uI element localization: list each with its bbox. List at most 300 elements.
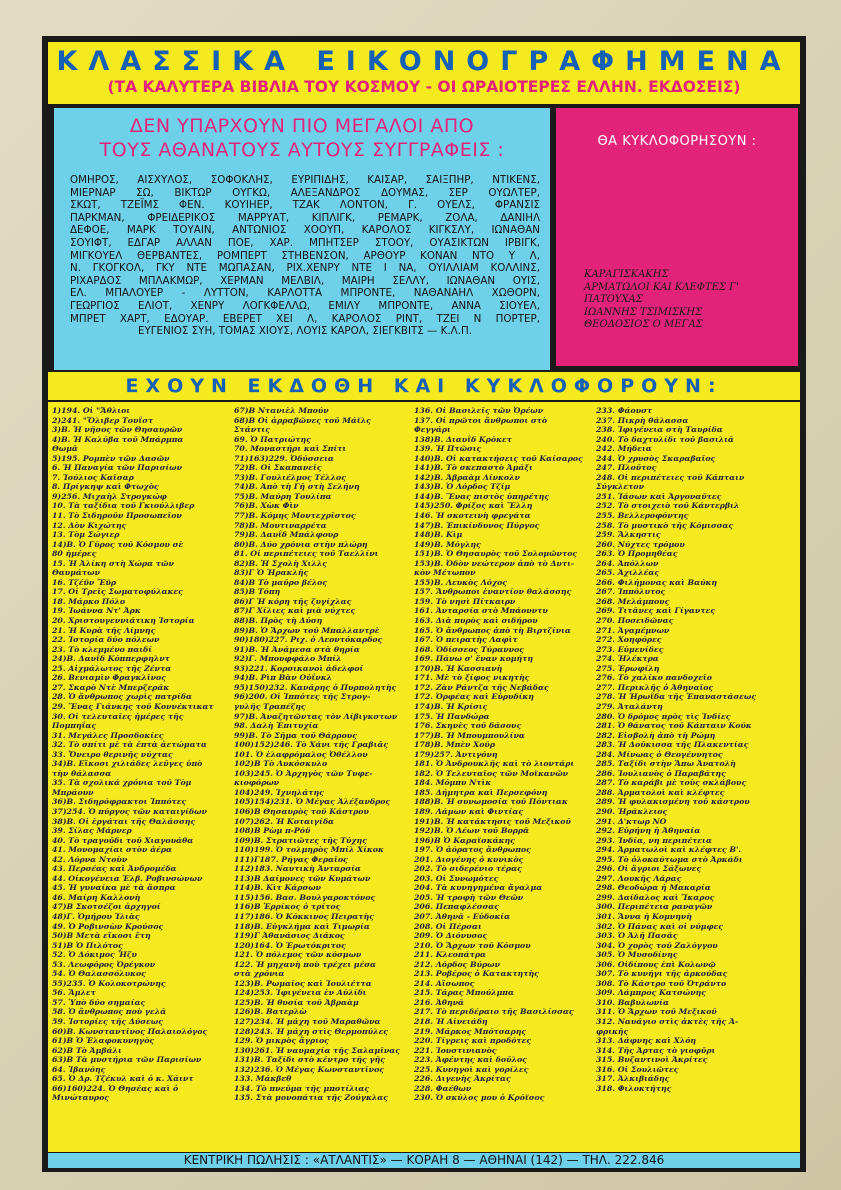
title-entry: 317. Ἀλκιβιάδης [596, 1074, 670, 1084]
title-entry: 78)Β. Μουτιναρρέτα [234, 520, 327, 530]
title-entry: 57. Ὑπὸ δύο σημαίας [52, 997, 146, 1007]
title-entry: 115)156. Βασ. Βουλγαροκτόνος [234, 892, 376, 902]
title-entry: 252. Τὸ στοιχειὸ τοῦ Κάντερβιλ [596, 501, 740, 511]
upcoming-title: ΘΑ ΚΥΚΛΟΦΟΡΗΣΟΥΝ : [597, 134, 757, 149]
title-entry: 109)Β. Στρατιῶτες τῆς Τύχης [234, 835, 367, 845]
title-entry: 70. Μοναστήρι καὶ Σπίτι [234, 444, 347, 454]
authors-heading [54, 114, 550, 162]
title-entry: 268. Μελάμπους [596, 596, 670, 606]
title-entry: 244. Ὁ χρυσὸς Σκαραβαῖος [596, 453, 716, 463]
title-entry: 79)Β. Δαυΐδ Μπάλφουρ [234, 530, 339, 540]
title-entry: 172. Ζὰν Ράντζα τῆς Νεβάδας [414, 682, 549, 692]
title-entry: 121. Ὁ πόλεμος τῶν κόσμων [234, 950, 362, 960]
title-entry: 240. Τὸ δαχτυλίδι τοῦ βασιλιᾶ [596, 434, 734, 444]
title-entry: 291. Δ'κτωρ ΝΟ [596, 816, 667, 826]
title-entry: 3)Β. Ἡ νῆσος τῶν Θησαυρῶν [52, 425, 183, 435]
author-line: ΓΕΩΡΓΙΟΣ ΕΛΙΟΤ, ΧΕΝΡΥ ΛΟΓΚΦΕΛΛΩ, ΕΜΙΛΥ ΜΠΡΟΝΤΕ, ΑΝΝΑ ΣΙΟΥΕΛ, [70, 299, 540, 312]
title-entry: 215. Τάρας Μπούλμπα [414, 988, 514, 998]
title-entry: 87)Γ Χίλιες καὶ μιὰ νύχτες [234, 606, 356, 616]
title-entry: 228. Φαέθων [414, 1083, 472, 1093]
title-entry: 196)Β Ὁ Καραϊσκάκης [414, 835, 515, 845]
title-entry: 124)253. Ἰφιγένεια ἐν Αὐλίδι [234, 988, 367, 998]
title-entry: 83)Γ Ὁ Ἡρακλῆς [234, 568, 309, 578]
title-entry: 116)Β Ἐρρίκος ὁ τρίτος [234, 902, 341, 912]
title-entry: 192)Β. Ὁ Λέων τοῦ Βορρᾶ [414, 826, 530, 836]
title-entry: 106)Β Θησαυρὸς τοῦ Κάστρου [234, 806, 369, 816]
title-entry: 51)Β Ὁ Πιλότος [52, 940, 123, 950]
title-entry: 155)Β. Λευκὸς Λόχος [414, 577, 508, 587]
title-entry: 179)257. Ἀντιγόνη [414, 749, 498, 759]
title-entry: 297. Λουκῆς Λάρας [596, 873, 682, 883]
title-entry: 258. Τὸ μυστικὸ τῆς Κόμισσας [596, 520, 734, 530]
title-entry: 148)Β. Κὶμ [414, 530, 463, 540]
title-entry: 120)164. Ὁ Ἐρωτόκριτος [234, 940, 346, 950]
authors-heading-line2: ΤΟΥΣ ΑΘΑΝΑΤΟΥΣ ΑΥΤΟΥΣ ΣΥΓΓΡΑΦΕΙΣ : [99, 139, 505, 161]
title-entry: 37)254. Ὁ πύργος τῶν καταιγίδων [52, 806, 207, 816]
title-entry: 169. Πάνω σ' ἕναν κομήτη [414, 654, 534, 664]
title-entry: 127)234. Ἡ μάχη τοῦ Μαραθῶνα [234, 1017, 381, 1026]
title-entry: 230. Ὁ σκύλος μου ὁ Κρόϊσος [414, 1093, 545, 1103]
title-entry: 9)256. Μιχαὴλ Στρογκώφ [52, 491, 167, 501]
upcoming-box [556, 108, 798, 366]
title-entry: 93)221. Κορσικανοὶ ἀδελφοί [234, 663, 364, 673]
title-entry: 44. Οἰκογένεια Ἑλβ. Ροβινσώνων [52, 873, 203, 883]
title-entry: 95)150)232. Κανάρης ὁ Πυρπολητὴς [234, 682, 397, 692]
title-entry: 7. Ἰούλιος Καῖσαρ [52, 472, 134, 482]
title-entry: 108)Β Ρὼμ π-Ρόϋ [234, 826, 311, 836]
title-entry: 287. Τὸ καράβι μὲ τοὺς σκλάβους [596, 778, 747, 788]
title-entry: Φεγγάρι [414, 425, 451, 435]
title-entry: 125)Β. Ἡ θυσία τοῦ Ἀβραὰμ [234, 997, 359, 1007]
title-entry: 126)Β. Βατερλὼ [234, 1007, 307, 1017]
title-entry: 189. Λάμων καὶ Φιντίας [414, 806, 524, 816]
title-entry: 132)236. Ὁ Μέγας Κωνσταντῖνος [234, 1064, 385, 1074]
title-entry: 313. Δάφνης καὶ Χλόη [596, 1036, 697, 1046]
title-entry: 157. Ἄνθρωποι ἐναντίον θαλάσσης [414, 587, 572, 597]
author-line: ΔΕΦΟΕ, ΜΑΡΚ ΤΟΥΑΙΝ, ΑΝΤΩΝΙΟΣ ΧΟΟΥΠ, ΚΑΡΟΛΟΣ ΚΙΓΚΣΛΥ, ΙΩΝΑΘΑΝ [70, 224, 540, 237]
title-entry: 105)154)231. Ὁ Μέγας Ἀλέξανδρος [234, 797, 391, 807]
title-entry: 282. Εἰσβολὴ ἀπὸ τὴ Ρώμη [596, 730, 716, 740]
title-entry: 134. Τὸ πνεῦμα τῆς μποτίλιας [234, 1083, 370, 1093]
title-entry: 14)Β. Ὁ Γῦρος τοῦ Κόσμου σὲ [52, 539, 184, 549]
title-entry: Θωμᾶ [52, 444, 78, 454]
title-entry: 151)Β. Ὁ Θησαυρὸς τοῦ Σολομῶντος [414, 549, 578, 559]
title-entry: 306. Οἰδίπους ἐπὶ Κολωνῷ [596, 959, 716, 969]
title-entry: 184. Μόμπυ Ντὶκ [414, 778, 492, 788]
title-entry: 86)Γ Ἡ κόρη τῆς ζυγίχλας [234, 596, 352, 606]
titles-list [48, 402, 800, 1152]
title-entry: 102)Β Τὸ Λυκόσκυλο [234, 759, 328, 769]
title-entry: 61)Β Ὁ Ἐλαφοκυνηγὸς [52, 1036, 155, 1046]
title-entry: 206. Πεπαφλέσσας [414, 902, 500, 912]
upcoming-list [584, 269, 798, 332]
title-entry: 278. Ἡ Ἡρωΐδα τῆς Ἐπαναστάσεως [596, 692, 757, 702]
title-entry: 2)241. "Ὄλιβερ Τουΐστ [52, 415, 154, 425]
title-entry: 62)Β Τὸ Ἀμβάλι [52, 1045, 122, 1055]
title-entry: Μινώταυρος [52, 1093, 110, 1103]
title-entry: 221. Ἰουστινιανὸς [414, 1045, 497, 1055]
title-entry: 204. Τὰ κυνηγημένα ἄγαλμα [414, 883, 543, 893]
title-entry: 290. Ἡράκλειος [596, 806, 668, 816]
title-entry: 172. Ὀρφέας καὶ Εὐρυδίκη [414, 692, 534, 702]
title-entry: 16. Τζέϋν Ἔϋρ [52, 577, 117, 587]
title-entry: 98. Δαλὴ Ἐπιτυχία [234, 721, 319, 731]
title-entry: Στάντις [234, 425, 270, 435]
title-entry: 82)Β. Ἡ Σχολὴ Χιλλς [234, 558, 327, 568]
title-entry: 40. Τὸ τραγοῦδι τοῦ Χιαγουάθα [52, 835, 194, 845]
title-entry: 271. Ἀγαμέμνων [596, 625, 670, 635]
author-line: ΜΙΕΡΝΑΡ ΣΩ, ΒΙΚΤΩΡ ΟΥΓΚΩ, ΑΛΕΞΑΝΔΡΟΣ ΔΟΥΜΑΣ, ΣΕΡ ΟΥΩΛΤΕΡ, [70, 186, 540, 199]
title-entry: 311. Ὁ Ἄρχων τοῦ Μεξικοῦ [596, 1007, 717, 1017]
title-entry: 265. Ἀχιλλέας [596, 568, 660, 578]
titles-column-2 [234, 406, 428, 1103]
title-entry: 15. Ἡ Ἀλίκη στὴ Χώρα τῶν [52, 558, 174, 568]
title-entry: 305. Ὁ Μυσοδίνης [596, 950, 678, 960]
title-entry: 73)Β. Γουλιέλμος Τέλλος [234, 472, 346, 482]
title-entry: 145)250. Φρίξος καὶ Ἕλλη [414, 501, 533, 511]
title-entry: 81. Οἱ περιπέτειες τοῦ Ταελλίνι [234, 549, 379, 559]
title-entry: 208. Οἱ Πέρσαι [414, 921, 482, 931]
title-entry: 163. Διὰ πυρὸς καὶ σιδήρου [414, 616, 538, 626]
title-entry: 316. Οἱ Σουλιῶτες [596, 1064, 679, 1074]
title-entry: 89)Β. Ὁ Ἄρχων τοῦ Μπαλλαντρὲ [234, 625, 380, 635]
titles-column-3 [414, 406, 598, 1103]
title-entry: 202. Τὸ σιδερένιο τέρας [414, 864, 522, 874]
title-entry: 74)Β. Ἀπὸ τὴ Γῆ στὴ Σελήνη [234, 482, 360, 492]
title-entry: 137. Οἱ πρῶτοι ἄνθρωποι στὸ [414, 415, 548, 425]
title-entry: 174)Β. Ἡ Κρίσις [414, 701, 488, 711]
author-line: ΣΚΩΤ, ΤΖΕΪΜΣ ΦΕΝ. ΚΟΥΙΗΕΡ, ΤΖΑΚ ΛΟΝΤΟΝ, Γ. ΟΥΕΛΣ, ΦΡΑΝΣΙΣ [70, 199, 540, 212]
title-entry: 247. Πλοῦτος [596, 463, 657, 473]
title-entry: 168. Ὁδίσσεος Τύραννος [414, 644, 525, 654]
title-entry: 273. Εὐμενίδες [596, 644, 664, 654]
title-entry: 153)Β. Ὀδὸν νεώτερον ἀπὸ τὸ Δυτι- [414, 558, 575, 568]
title-entry: 133. Μάκβεθ [234, 1074, 292, 1084]
title-entry: κὸν Μέτωπον [414, 568, 476, 578]
title-entry: 55)235. Ὁ Κολοκοτρώνης [52, 978, 166, 988]
title-entry: 281. Ὁ θάνατος τοῦ Κάπταιν Κούκ [596, 721, 752, 731]
title-entry: 259. Ἄλκηστις [596, 530, 661, 540]
title-entry: 300. Περιπέτεια ραναγῶν [596, 902, 713, 912]
upcoming-item: ΠΑΤΟΥΧΑΣ [584, 294, 643, 305]
title-entry: 24)Β. Δαυΐδ Κόππερφηλντ [52, 654, 170, 664]
title-entry: 107)262. Ἡ Κοταιγίδα [234, 816, 335, 826]
authors-box [54, 108, 550, 370]
title-entry: 263. Ὁ Προμηθέας [596, 549, 678, 559]
title-entry: κιοφόρων [234, 778, 280, 788]
title-entry: 130)261. Ἡ ναυμαχία τῆς Σαλαμῖνας [234, 1045, 401, 1055]
title-entry: 27. Σκαρὸ Ντὲ Μπερζεράκ [52, 682, 170, 692]
title-entry: 42. Λόρνα Ντοὺν [52, 854, 128, 864]
title-entry: Μπράουν [52, 787, 94, 797]
author-line: Ν. ΓΚΟΓΚΟΛ, ΓΚΥ ΝΤΕ ΜΩΠΑΣΑΝ, ΡΙΧ.ΧΕΝΡΥ ΝΤΕ Ι ΝΑ, ΟΥΙΛΛΙΑΜ ΚΟΛΛΙΝΣ, [70, 262, 540, 275]
title-entry: 185. Δήμητρα καὶ Περσεφόνη [414, 787, 548, 797]
title-entry: 4)Β. Ἡ Καλύβα τοῦ Μπάρμπα [52, 434, 184, 444]
title-entry: 191)Β. Ἡ κατάκτησις τοῦ Μεξικοῦ [414, 816, 571, 826]
title-entry: 216. Ἀθηνᾶ [414, 997, 465, 1007]
author-line: ΠΑΡΚΜΑΝ, ΦΡΕΙΔΕΡΙΚΟΣ ΜΑΡΡΥΑΤ, ΚΙΠΛΙΓΚ, ΡΕΜΑΡΚ, ΖΟΛΑ, ΔΑΝΙΗΛ [70, 211, 540, 224]
title-entry: 13. Τὸμ Σώγιερ [52, 530, 120, 540]
title-entry: 218. Ἡ Αἰνειάδη [414, 1017, 488, 1026]
title-entry: 280. Ὁ δρόμος πρὸς τὶς Ἰνδίες [596, 711, 731, 721]
title-entry: 307. Τὸ κυνήγι τῆς ἀρκούδας [596, 969, 728, 979]
title-entry: 43. Περσέας καὶ Ἀνδρομέδα [52, 864, 177, 874]
title-entry: 30. Οἱ τελευταῖες ἡμέρες τῆς [52, 711, 184, 721]
title-entry: 140)Β. Οἱ κατακτήσεις τοῦ Καίσαρος [414, 453, 583, 463]
authors-list [70, 174, 540, 338]
title-entry: 26. Βενιαμὶν Φραγκλῖνος [52, 673, 166, 683]
title-entry: 131)Β. Ταξίδι στὸ κέντρο τῆς γῆς [234, 1055, 386, 1065]
title-entry: 35. Τὰ σχολικά χρόνια τοῦ Τὸμ [52, 778, 192, 788]
title-entry: 110)199. Ὁ τολμηρὸς Μπίλ Χίκοκ [234, 845, 384, 855]
title-entry: 138)Β. Διαυῒδ Κρόκετ [414, 434, 512, 444]
title-entry: 32. Τὸ σπίτι μὲ τὰ ἑπτὰ ἀετώματα [52, 740, 207, 750]
title-entry: 58. Ὁ ἄνθρωπος ποὺ γελᾶ [52, 1007, 167, 1017]
upcoming-item: ΘΕΟΔΟΣΙΟΣ Ο ΜΕΓΑΣ [584, 319, 703, 330]
title-entry: 260. Νύχτες τρόμου [596, 539, 685, 549]
title-entry: 25. Αἰχμάλωτος τῆς Ζέντα [52, 663, 172, 673]
title-entry: 248. Οἱ περιπέτειες τοῦ Κάπταιν [596, 472, 745, 482]
title-entry: 52. Ὁ Δόκιμος Ἧζυ [52, 950, 137, 960]
title-entry: 274. Ἠλέκτρα [596, 654, 659, 664]
title-entry: 272. Χοηφόρες [596, 635, 662, 645]
title-entry: 299. Δαίδαλος καὶ Ἴκαρος [596, 892, 715, 902]
title-entry: 255. Βελλεροφόντης [596, 511, 689, 521]
title-entry: 242. Μήδεια [596, 444, 652, 454]
title-entry: 80)Β. Δύο χρόνια στὴν πλώρη [234, 539, 368, 549]
title-entry: 41. Μονομαχίαι στὸν ἀέρα [52, 845, 173, 855]
title-entry: 161. Ἀνταρσία στὸ Μπάουντυ [414, 606, 548, 616]
title-entry: 33. Ὄνειρο θερινῆς νύχτας [52, 749, 173, 759]
title-entry: 103)245. Ὁ Ἀρχηγὸς τῶν Τυφε- [234, 768, 373, 778]
title-entry: 94)Β. Ρὶπ Βὰν Οὐΐνκλ [234, 673, 333, 683]
title-entry: φρικῆς [596, 1026, 629, 1036]
title-entry: 266. Φιλήμονας καὶ Βαύκη [596, 577, 718, 587]
title-entry: 209. Ὁ Διόνυσος [414, 931, 488, 941]
title-entry: 29. Ἕνας Γιάνκης τοῦ Κοννέκτικατ [52, 701, 214, 711]
title-entry: 303. Ὁ Ἀλῆ Πασᾶς [596, 931, 678, 941]
title-entry: 48)Γ. Ὁμήρου Ἰλιὰς [52, 911, 140, 921]
title-entry: Θαυμάτων [52, 568, 100, 578]
title-entry: 167. Ὁ πειρατὴς Λαφὶτ [414, 635, 518, 645]
title-entry: 197. Ὁ ἀόρατος ἄνθρωπος [414, 845, 531, 855]
title-entry: 18. Μάρκο Πόλο [52, 596, 126, 606]
title-entry: 20. Χριστουγεννιάτικη Ἱστορία [52, 616, 195, 626]
title-entry: 100)152)246. Τὸ Χάνι τῆς Γραβιᾶς [234, 740, 389, 750]
title-entry: 304. Ὁ χορὸς τοῦ Ζαλόγγου [596, 940, 718, 950]
title-entry: 12. Δὸν Κιχώτης [52, 520, 127, 530]
title-entry: 92)Γ. Μπουφφάλο Μπίλ [234, 654, 342, 664]
upcoming-item: ΑΡΜΑΤΩΛΟΙ ΚΑΙ ΚΛΕΦΤΕΣ Γ' [584, 281, 739, 293]
title-entry: 1)194. Οἱ "Ἄθλιοι [52, 406, 131, 415]
title-entry: 213. Ροβέρος ὁ Κατακτητὴς [414, 969, 539, 979]
title-entry: 201. Διογένης ὁ κυνικὸς [414, 854, 524, 864]
title-entry: 10. Τὰ ταξίδια τοῦ Γκιούλλιβερ [52, 501, 195, 511]
title-entry: 264. Ἀπόλλων [596, 558, 659, 568]
title-entry: 277. Περικλῆς ὁ Ἀθηναῖος [596, 682, 714, 692]
title-entry: 67)Β Ντανιὲλ Μπούν [234, 406, 329, 415]
series-title: ΚΛΑΣΣΙΚΑ ΕΙΚΟΝΟΓΡΑΦΗΜΕΝΑ [56, 46, 792, 77]
title-entry: 270. Ποσειδῶνας [596, 616, 674, 626]
title-entry: 144)Β. Ἕνας πιστὸς ὑπηρέτης [414, 491, 550, 501]
title-entry: 111)Γ187. Ρήγας Φεραῖος [234, 854, 348, 864]
title-entry: 66)160)224. Ὁ Θησέας καὶ ὁ [52, 1083, 179, 1093]
title-entry: 288. Ἀρματολοὶ καὶ κλέφτες [596, 787, 725, 797]
title-entry: 159. Τὸ νησὶ Πίτκαιρν [414, 596, 516, 606]
title-entry: 45. Ἡ γυναίκα μὲ τὰ ἄσπρα [52, 883, 176, 893]
title-entry: 85)Β Τόπη [234, 587, 281, 597]
title-entry: 114)Β. Κὶτ Κάρσων [234, 883, 322, 893]
title-entry: 63)Β Τὰ μυστήρια τῶν Παρισίων [52, 1055, 202, 1065]
title-entry: 223. Ἀφέντης καὶ δοῦλος [414, 1055, 527, 1065]
title-entry: 11. Τὸ Σιδηροῦν Προσωπεῖον [52, 511, 182, 521]
title-entry: 50)Β Μετὰ εἴκοσι ἔτη [52, 931, 151, 941]
title-entry: 56. Ἄμλετ [52, 988, 96, 998]
title-entry: 60)Β. Κωνσταντῖνος Παλαιολόγος [52, 1026, 208, 1036]
titles-column-4 [596, 406, 796, 1093]
title-entry: 77)Β. Κόμης Μοντεχρῖστος [234, 511, 356, 521]
title-entry: 267. Ἱππόλυτος [596, 587, 666, 597]
title-entry: 31. Μεγάλες Προσδοκίες [52, 730, 164, 740]
title-entry: 113)Β Δαίμονες τῶν Κυμάτων [234, 873, 371, 883]
title-entry: 119)Γ Ἀθανάσιος Διάκος [234, 931, 345, 941]
title-entry: 88)Β. Πρὸς τὴ Δύση [234, 616, 323, 626]
titles-column-1 [52, 406, 232, 1103]
title-entry: Σύγκλετον [596, 482, 644, 492]
title-entry: 181. Ὁ Ἀνδρουκλῆς καὶ τὸ λιοντάρι [414, 759, 575, 769]
sales-footer: ΚΕΝΤΡΙΚΗ ΠΩΛΗΣΙΣ : «ΑΤΛΑΝΤΙΣ» — ΚΟΡΑΗ 8 — ΑΘΗΝΑΙ (142) — ΤΗΛ. 222.846 [48, 1153, 800, 1168]
title-entry: 312. Ναυάγιο στὶς ἀκτὲς τῆς Ἀ- [596, 1017, 739, 1026]
title-entry: 284. Μίνωας ὁ Θεογέννητος [596, 749, 723, 759]
title-entry: 295. Τὸ ὁλοκαύτωμα στὸ Ἀρκάδι [596, 854, 743, 864]
title-entry: 203. Οἱ Συνωμότες [414, 873, 499, 883]
title-entry: 171. Μὲ τὸ ξίφος νικητὴς [414, 673, 530, 683]
title-entry: 302. Ὁ Πάνας καὶ οἱ νύμφες [596, 921, 724, 931]
title-entry: 76)Β. Χὼκ Φὶν [234, 501, 299, 511]
title-entry: 17. Οἱ Τρεῖς Σωματοφύλακες [52, 587, 183, 597]
title-entry: 237. Πικρὴ θάλασσα [596, 415, 689, 425]
title-entry: 211. Κλεοπάτρα [414, 950, 487, 960]
authors-heading-line1: ΔΕΝ ΥΠΑΡΧΟΥΝ ΠΙΟ ΜΕΓΑΛΟΙ ΑΠΟ [129, 115, 475, 137]
title-entry: 177)Β. Ἡ Μπουμπουλίνα [414, 730, 525, 740]
title-entry: 36)Β. Σιδηρόφρακτοι Ἱππότες [52, 797, 187, 807]
title-entry: 139. Ἡ Πτῶσις [414, 444, 482, 454]
title-entry: 135. Στὰ μονοπάτια τῆς Ζούγκλας [234, 1093, 389, 1103]
title-entry: 286. Ἰουλιανὸς ὁ Παραβάτης [596, 768, 726, 778]
title-entry: 39. Σίλας Μάρνερ [52, 826, 132, 836]
series-subtitle: (ΤΑ ΚΑΛΥΤΕΡΑ ΒΙΒΛΙΑ ΤΟΥ ΚΟΣΜΟΥ - ΟΙ ΩΡΑΙΟΤΕΡΕΣ ΕΛΛΗΝ. ΕΚΔΟΣΕΙΣ) [107, 78, 741, 96]
title-entry: 46. Μαίρη Καλλονὴ [52, 892, 141, 902]
title-entry: 53. Λεωφόρος Ὀρέγκον [52, 959, 156, 969]
author-line: ΜΙΓΚΟΥΕΛ ΘΕΡΒΑΝΤΕΣ, ΡΟΜΠΕΡΤ ΣΤΗΒΕΝΣΟΝ, ΑΡΘΟΥΡ ΚΟΝΑΝ ΝΤΟ Υ Λ, [70, 249, 540, 262]
title-entry: 23. Τὸ κλεμμένο παιδί [52, 644, 152, 654]
title-entry: 251. Ἰάσων καὶ Ἀργοναῦτες [596, 491, 722, 501]
title-entry: στὰ χρόνια [234, 969, 285, 979]
title-entry: 308. Τὸ Κάστρο τοῦ Ὀτράντο [596, 978, 727, 988]
title-entry: 8. Πρίγκηψ καὶ Φτωχὸς [52, 482, 159, 492]
title-entry: 314. Τῆς Ἀρτας τὸ γιοφῦρι [596, 1045, 716, 1055]
title-entry: 6. Ἡ Παναγία τῶν Παρισίων [52, 463, 182, 473]
title-entry: 296. Οἱ ἄγριοι Σάξωνες [596, 864, 702, 874]
title-entry: 279. Ἀταλάντη [596, 701, 663, 711]
title-entry: 233. Φάουστ [596, 406, 653, 415]
author-line: ΕΛ. ΜΠΑΛΟΥΕΡ - ΛΥΤΤΟΝ, ΚΑΡΛΟΤΤΑ ΜΠΡΟΝΤΕ, ΝΑΘΑΝΑΗΛ ΧΩΘΟΡΝ, [70, 287, 540, 300]
title-entry: 178)Β. Μπὲν Χοῦρ [414, 740, 496, 750]
title-entry: 112)183. Ναυτικὴ Ἀνταρσία [234, 864, 361, 874]
title-entry: 147)Β. Ἐπικίνδυνος Πύργος [414, 520, 540, 530]
title-entry: 289. Ἡ φυλακισμένη τοῦ κάστρου [596, 797, 750, 807]
title-entry: 315. Βυζαντινοὶ Ἀκρίτες [596, 1055, 708, 1065]
title-entry: 64. Ἰβανόης [52, 1064, 106, 1074]
title-entry: 141)Β. Τὸ σκεπαστὸ Ἀμάξι [414, 463, 533, 473]
title-entry: 149)Β. Μόγλης [414, 539, 481, 549]
title-entry: 22. Ἱστορία δύο πόλεων [52, 635, 160, 645]
title-entry: 207. Ἀθηνᾶ - Εὐδοκία [414, 911, 511, 921]
title-entry: 301. Ἄννα ἡ Κομνηνὴ [596, 911, 692, 921]
upcoming-item: ΚΑΡΑΓΙΣΚΑΚΗΣ [584, 269, 669, 280]
title-entry: 318. Φιλοκτήτης [596, 1083, 672, 1093]
author-line: ΕΥΓΕΝΙΟΣ ΣΥΗ, ΤΟΜΑΣ ΧΙΟΥΣ, ΛΟΥΙΣ ΚΑΡΟΛ, ΣΙΕΓΚΒΙΤΣ — Κ.Λ.Π. [138, 325, 472, 338]
title-entry: 75)Β. Μαύρη Τουλίπα [234, 491, 332, 501]
title-entry: 65. Ὁ Δρ. Τζέκυλ καὶ ὁ κ. Χάιντ [52, 1074, 194, 1084]
title-entry: τὴν θάλασσα [52, 768, 112, 778]
title-entry: 69. Ὁ Πατριώτης [234, 434, 311, 444]
title-entry: 293. Ἰνδία, νη περιπέτεια [596, 835, 712, 845]
title-entry: 175. Ἡ Πανδώρα [414, 711, 490, 721]
title-entry: 136. Οἱ Βασιλεῖς τῶν Ὀρέων [414, 406, 544, 415]
title-entry: 5)195. Ρομπὲν τῶν Δασῶν [52, 453, 170, 463]
title-entry: 91)Β. Ἡ Ἀνάμεσα στὰ θηρία [234, 644, 360, 654]
title-entry: 212. Λόρδος Βύρων [414, 959, 501, 969]
title-entry: 142)Β. Ἀβραὰμ Λίνκολν [414, 472, 520, 482]
title-entry: 104)249. Ἰχνηλάτης [234, 787, 324, 797]
title-entry: 143)Β. Ὁ Λόρδος Τζίμ [414, 482, 511, 492]
title-entry: 226. Διγενὴς Ἀκρίτας [414, 1074, 511, 1084]
title-entry: 146. Ἡ σκοτεινὴ φρεγάτα [414, 511, 531, 521]
title-entry: 38)Β. Οἱ ἐργάται τῆς Θαλάσσης [52, 816, 196, 826]
title-entry: 205. Ἡ τροφὴ τῶν Θεῶν [414, 892, 524, 902]
published-banner: ΕΧΟΥΝ ΕΚΔΟΘΗ ΚΑΙ ΚΥΚΛΟΦΟΡΟΥΝ: [48, 372, 800, 400]
title-entry: 292. Εὐρήνη ἡ Ἀθηναία [596, 826, 701, 836]
title-entry: 118)Β. Εὐγκλήμα καὶ Τιμωρία [234, 921, 370, 931]
title-entry: 101. Ὁ ἐλαφρόμαλος Ὀθέλλου [234, 749, 368, 759]
title-entry: 276. Τὸ χαλίκο πανδοχεῖο [596, 673, 712, 683]
title-entry: 129. Ὁ μικρὸς ἄγριος [234, 1036, 329, 1046]
title-entry: 80 ἡμέρες [52, 549, 97, 559]
title-entry: 122. Ἡ μηχανὴ ποὺ τρέχει μέσα [234, 959, 376, 969]
author-line: ΡΙΧΑΡΔΟΣ ΜΠΛΑΚΜΩΡ, ΧΕΡΜΑΝ ΜΕΛΒΙΛ, ΜΑΙΡΗ ΣΕΛΛΥ, ΙΩΝΑΘΑΝ ΟΥΙΣ, [70, 274, 540, 287]
title-entry: 269. Τιτᾶνες καὶ Γίγαντες [596, 606, 716, 616]
title-entry: 71)163)229. Ὀδύσσεια [234, 453, 334, 463]
title-entry: 84)Β Τὸ μαῦρο βέλος [234, 577, 328, 587]
title-entry: 294. Ἀρματωλοὶ καὶ κλέφτες Β'. [596, 845, 742, 855]
title-entry: 219. Μάρκος Μπότσαρης [414, 1026, 527, 1036]
title-entry: 275. Ἐρωφίλη [596, 663, 660, 673]
title-entry: 188)Β. Ἡ συνωμοσία τοῦ Πόντιακ [414, 797, 568, 807]
author-line: ΟΜΗΡΟΣ, ΑΙΣΧΥΛΟΣ, ΣΟΦΟΚΛΗΣ, ΕΥΡΙΠΙΔΗΣ, ΚΑΙΣΑΡ, ΣΑΙΞΠΗΡ, ΝΤΙΚΕΝΣ, [70, 174, 540, 186]
title-entry: 49. Ὁ Ροβινσὼν Κρούσος [52, 921, 164, 931]
title-entry: 34)Β. Εἴκοσι χιλιάδες λεῦγες ὑπὸ [52, 759, 203, 769]
title-entry: 214. Αἴσωπος [414, 978, 475, 988]
title-entry: 54. Ὁ Θαλασσόλυκος [52, 969, 146, 979]
title-entry: 47)Β Σκοτσέζοι ἀρχηγοί [52, 902, 161, 912]
title-entry: 28. Ὁ ἄνθρωπος χωρὶς πατρίδα [52, 692, 192, 702]
title-entry: 210. Ὁ Ἄρχων τοῦ Κόσμου [414, 940, 531, 950]
title-entry: 220. Τίγρεις καὶ προδότες [414, 1036, 532, 1046]
title-entry: 310. Βαβυλωνία [596, 997, 669, 1007]
title-entry: Πομπηΐας [52, 721, 97, 731]
title-entry: 96)200. Οἱ Ἱππότες τῆς Στρογ- [234, 692, 371, 702]
